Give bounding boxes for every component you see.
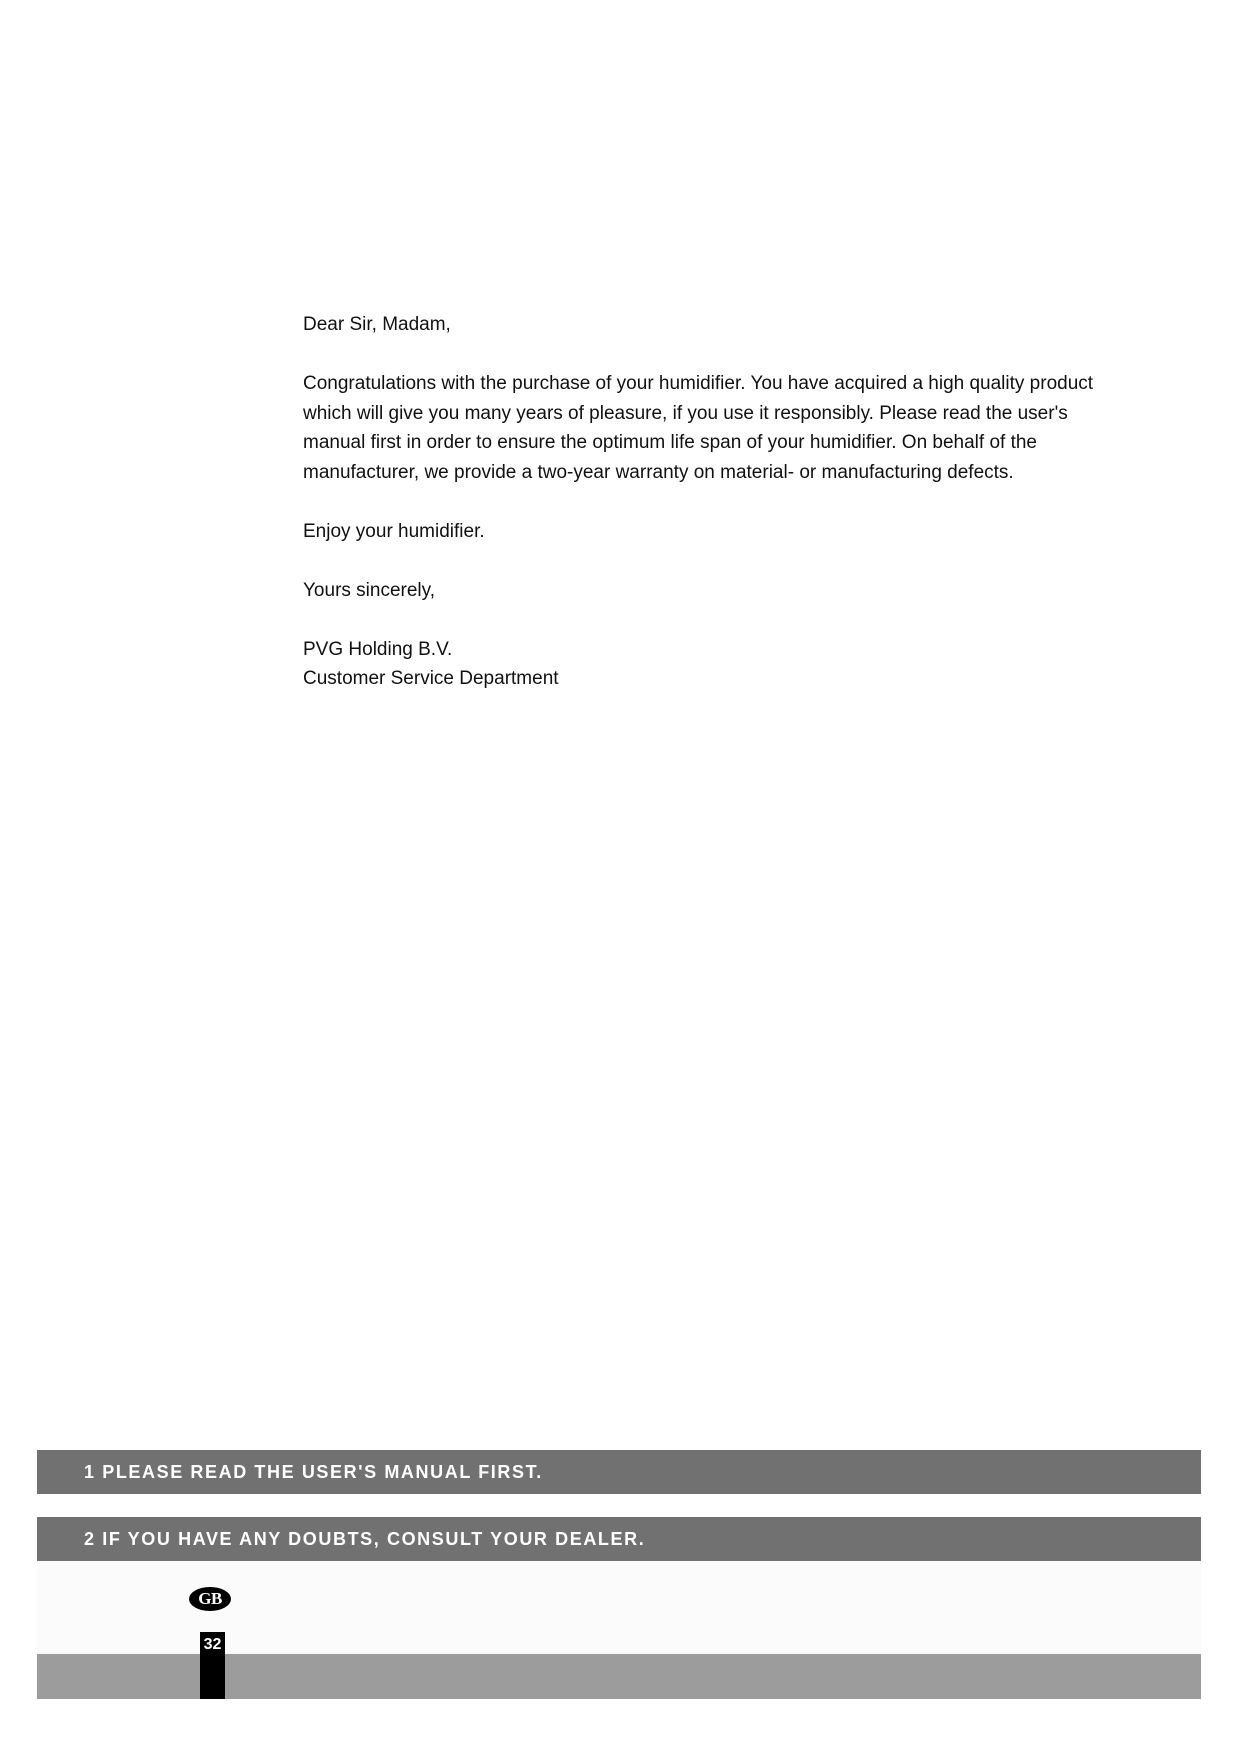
letter-body [303, 310, 1103, 694]
company-name: PVG Holding B.V. [303, 638, 453, 660]
language-badge: GB [189, 1587, 231, 1611]
sign-off: Yours sincerely, [303, 579, 436, 601]
salutation: Dear Sir, Madam, [303, 314, 451, 335]
department-name: Customer Service Department [303, 668, 559, 689]
notice-banner-consult-dealer: 2 IF YOU HAVE ANY DOUBTS, CONSULT YOUR DEALER. [37, 1517, 1201, 1561]
closing-wish: Enjoy your humidifier. [303, 520, 485, 542]
page-number: 32 [200, 1632, 225, 1699]
letter-paragraph: Congratulations with the purchase of your humidifier. You have acquired a high quality product which will give you many years of pleasure, if you use it responsibly. Please read the user's manual first in order to ensure the optimum life span of your humidifier. On behalf of the manufacturer, we provide a two-year warranty on material- or manufacturing defects. [303, 373, 1094, 483]
notice-banner-read-manual: 1 PLEASE READ THE USER'S MANUAL FIRST. [37, 1450, 1201, 1494]
